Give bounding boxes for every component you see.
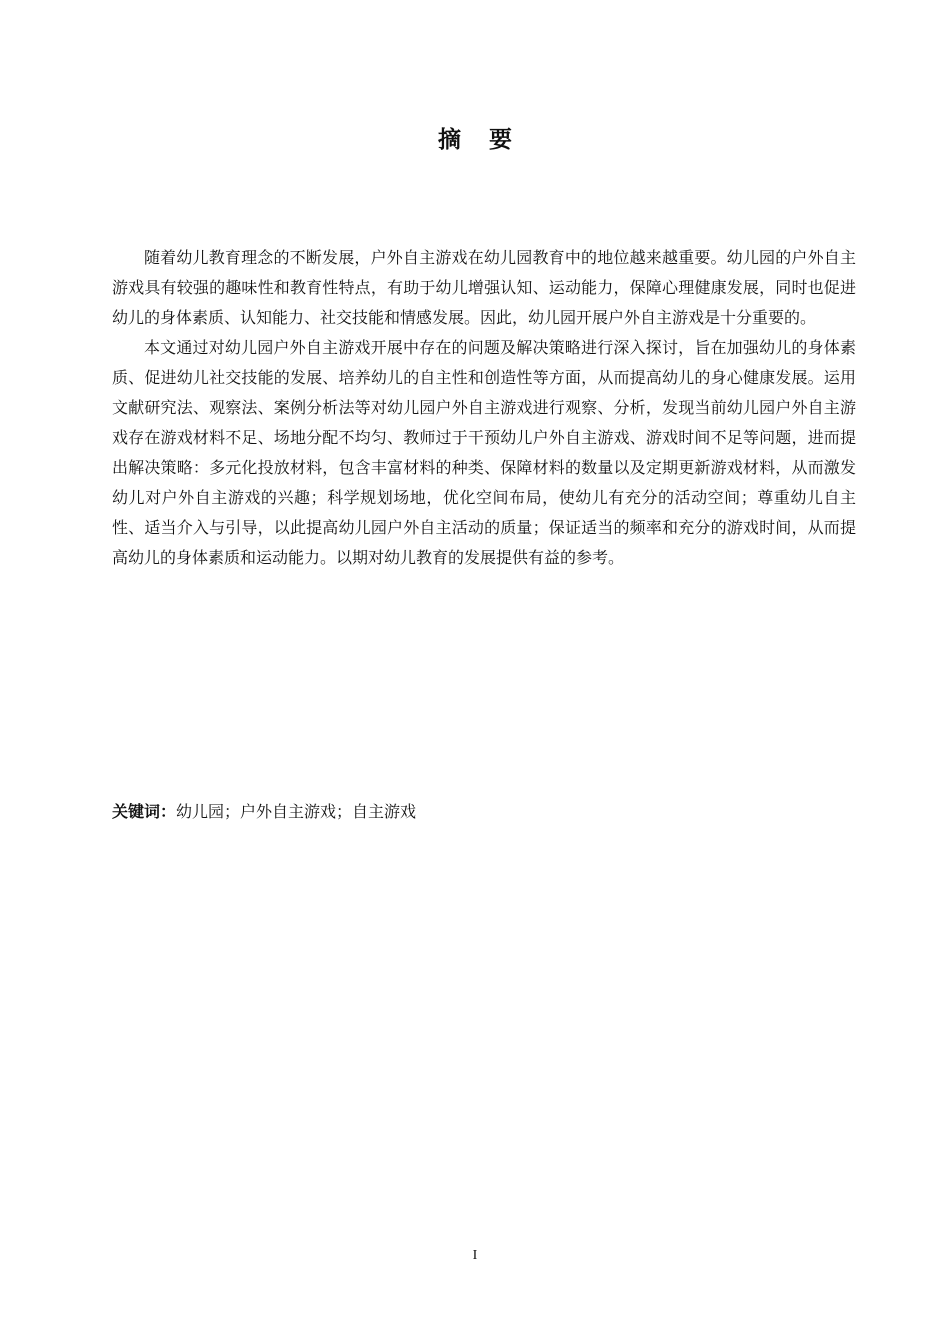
keywords-value: 幼儿园；户外自主游戏；自主游戏 xyxy=(176,802,417,821)
keywords-line xyxy=(112,797,856,827)
page-number: I xyxy=(472,1248,478,1263)
abstract-paragraph-2: 本文通过对幼儿园户外自主游戏开展中存在的问题及解决策略进行深入探讨，旨在加强幼儿的身体素质、促进幼儿社交技能的发展、培养幼儿的自主性和创造性等方面，从而提高幼儿的身心健康发展。运用文献研究法、观察法、案例分析法等对幼儿园户外自主游戏进行观察、分析，发现当前幼儿园户外自主游戏存在游戏材料不足、场地分配不均匀、教师过于干预幼儿户外自主游戏、游戏时间不足等问题，进而提出解决策略：多元化投放材料，包含丰富材料的种类、保障材料的数量以及定期更新游戏材料，从而激发幼儿对户外自主游戏的兴趣；科学规划场地，优化空间布局，使幼儿有充分的活动空间；尊重幼儿自主性、适当介入与引导，以此提高幼儿园户外自主活动的质量；保证适当的频率和充分的游戏时间，从而提高幼儿的身体素质和运动能力。以期对幼儿教育的发展提供有益的参考。 xyxy=(112,338,856,567)
keywords-label: 关键词： xyxy=(112,802,177,821)
page-title: 摘要 xyxy=(438,127,540,153)
abstract-paragraph-1: 随着幼儿教育理念的不断发展，户外自主游戏在幼儿园教育中的地位越来越重要。幼儿园的户外自主游戏具有较强的趣味性和教育性特点，有助于幼儿增强认知、运动能力，保障心理健康发展，同时也促进幼儿的身体素质、认知能力、社交技能和情感发展。因此，幼儿园开展户外自主游戏是十分重要的。 xyxy=(112,248,856,327)
abstract-body xyxy=(112,243,856,573)
